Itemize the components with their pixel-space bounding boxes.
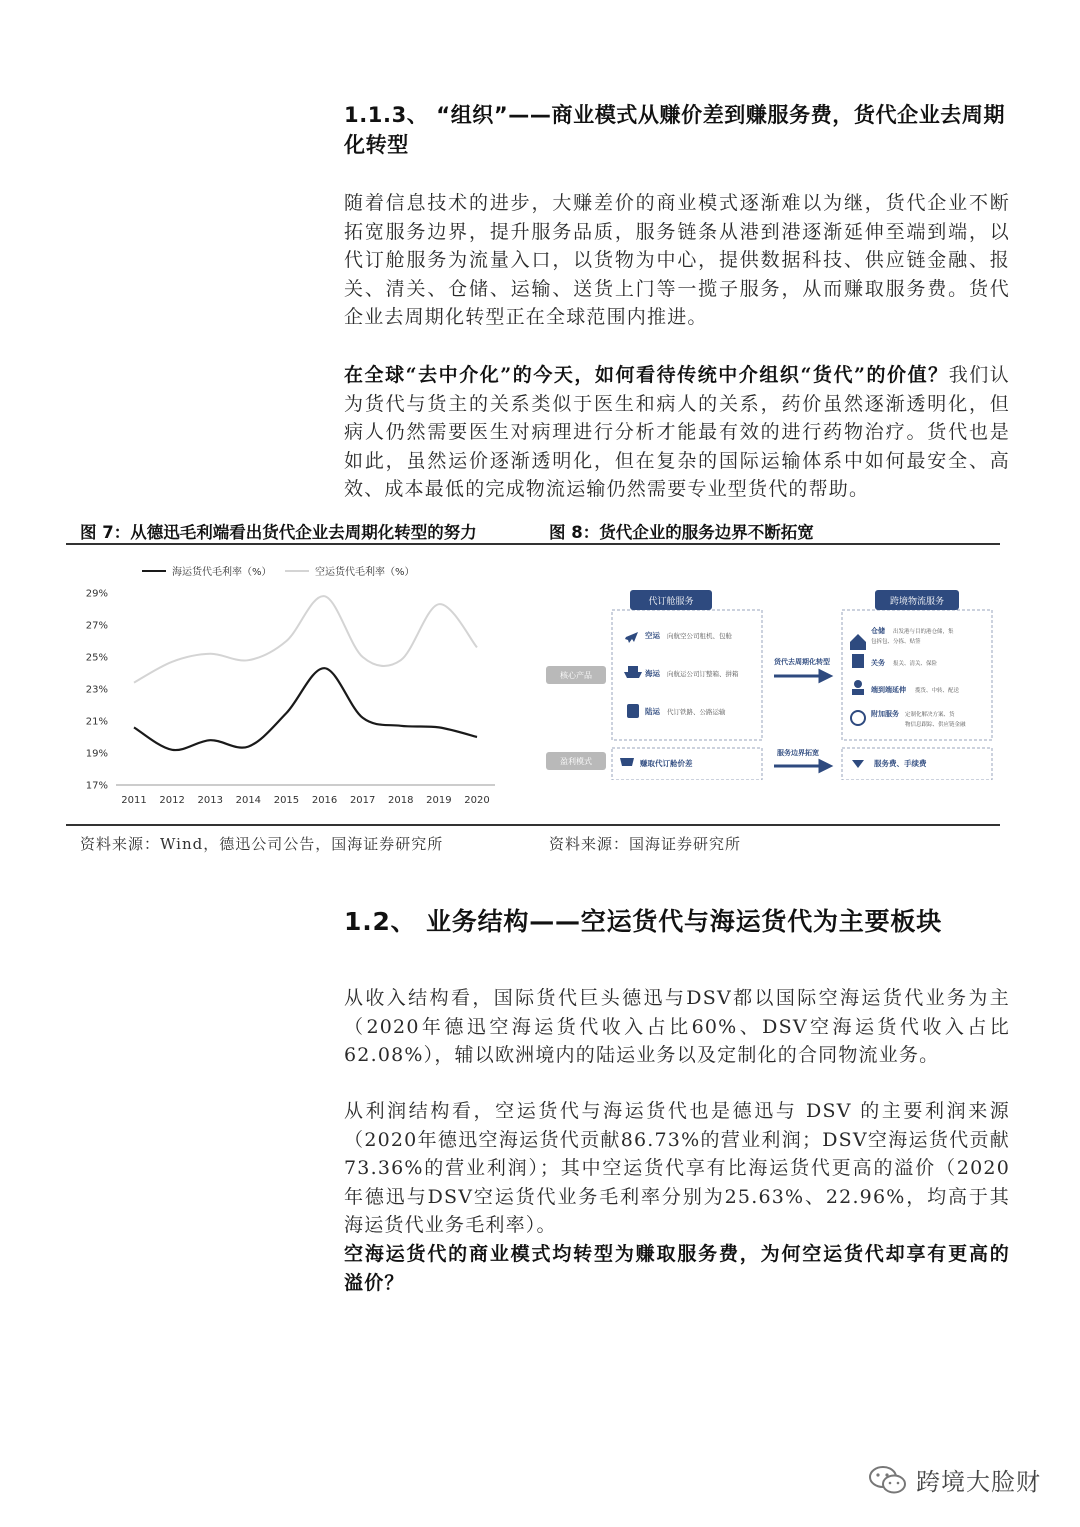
row-label-profit: 盈利模式 xyxy=(560,757,592,766)
money-icon xyxy=(620,758,634,766)
watermark-text: 跨境大脸财 xyxy=(916,1468,1041,1496)
paragraph-service-boundary: 随着信息技术的进步，大赚差价的商业模式逐渐难以为继，货代企业不断拓宽服务边界，提升服务品质，服务链条从港到港逐渐延伸至端到端，以代订舱服务为流量入口，以货物为中心，提供数据科技、供应链金融、报关、清关、仓储、运输、送货上门等一揽子服务，从而赚取服务费。货代企业去周期化转型正在全球范围内推进。 xyxy=(344,192,1010,328)
service-boundary-diagram xyxy=(540,580,1000,780)
wechat-icon xyxy=(868,1464,908,1496)
right-item-customs-label: 关务 xyxy=(871,659,885,667)
gross-margin-line-chart xyxy=(70,556,510,816)
paragraph-question xyxy=(344,1240,1010,1297)
delivery-person-icon xyxy=(854,680,862,688)
figure-top-rule xyxy=(66,543,1000,545)
left-item-land-text: 代订铁路、公路运输 xyxy=(667,708,726,716)
right-item-warehouse-text: 出发港与目的港仓储，集 xyxy=(893,629,954,635)
warehouse-icon xyxy=(850,634,866,650)
left-item-air xyxy=(625,630,733,643)
row-label-core: 核心产品 xyxy=(560,671,592,680)
right-box-title: 跨境物流服务 xyxy=(889,597,945,607)
left-item-air-text: 向航空公司租机、包舱 xyxy=(667,632,732,640)
paragraph-question-bold: 空海运货代的商业模式均转型为赚取服务费，为何空运货代却享有更高的溢价？ xyxy=(344,1243,1010,1294)
y-tick-label: 25% xyxy=(85,652,108,664)
figure8-source: 资料来源：国海证券研究所 xyxy=(549,835,742,853)
left-item-air-label: 空运 xyxy=(645,631,660,640)
right-item-extra-label: 附加服务 xyxy=(871,710,899,718)
y-tick-label: 21% xyxy=(85,716,108,728)
paragraph-profit-structure: 从利润结构看，空运货代与海运货代也是德迅与 DSV 的主要利润来源（2020年德迅空海运货代贡献86.73%的营业利润；DSV空海运货代贡献73.36%的营业利润）；其中空运货代享有比海运货代更高的溢价（2020年德迅与DSV空运货代业务毛利率分别为25.63%、22.96%，均高于其海运货代业务毛利率）。 xyxy=(344,1100,1010,1236)
right-item-end-to-end xyxy=(852,680,960,695)
y-tick-label: 23% xyxy=(85,684,108,696)
right-item-end-to-end-label: 端到端延伸 xyxy=(871,686,906,694)
right-item-warehouse-text-2: 包拆包、分拣、贴签 xyxy=(871,639,921,645)
right-item-warehouse-label: 仓储 xyxy=(871,627,885,635)
arrow-top-label: 货代去周期化转型 xyxy=(774,658,830,666)
y-tick-label: 17% xyxy=(85,780,108,792)
ship-icon xyxy=(624,666,642,678)
figure8-title: 图 8：货代企业的服务边界不断拓宽 xyxy=(549,523,814,542)
wechat-watermark xyxy=(868,1462,1041,1497)
left-item-land xyxy=(627,704,726,718)
legend-label: 海运货代毛利率（%） xyxy=(172,567,272,578)
paragraph-forwarder-value-answer: 我们认为货代与货主的关系类似于医生和病人的关系，药价虽然逐渐透明化，但病人仍然需要医生对病理进行分析才能最有效的进行药物治疗。货代也是如此，虽然运价逐渐透明化，但在复杂的国际运输体系中如何最安全、高效、成本最低的完成物流运输仍然需要专业型货代的帮助。 xyxy=(344,364,1010,500)
x-tick-label: 2019 xyxy=(426,795,452,806)
x-tick-label: 2016 xyxy=(311,795,338,806)
figure7-title: 图 7：从德迅毛利端看出货代企业去周期化转型的努力 xyxy=(80,523,477,542)
right-item-extra-text-2: 物信息跟踪、供应链金融 xyxy=(905,722,966,728)
train-icon xyxy=(627,704,639,718)
x-tick-label: 2014 xyxy=(235,795,262,806)
x-tick-label: 2011 xyxy=(121,795,147,806)
y-tick-label: 27% xyxy=(85,620,108,632)
paragraph-revenue-structure: 从收入结构看，国际货代巨头德迅与DSV都以国际空海运货代业务为主（2020年德迅空海运货代收入占比60%、DSV空海运货代收入占比62.08%），辅以欧洲境内的陆运业务以及定制化的合同物流业务。 xyxy=(344,987,1010,1066)
left-item-sea-label: 海运 xyxy=(645,669,660,678)
right-item-warehouse xyxy=(850,626,954,650)
series-line-sea xyxy=(134,668,477,750)
right-item-customs-text: 报关、清关、保险 xyxy=(893,661,938,667)
legend-label: 空运货代毛利率（%） xyxy=(315,567,415,578)
y-tick-label: 19% xyxy=(85,748,108,760)
paragraph-forwarder-value xyxy=(344,361,1010,504)
section-heading-12: 1.2、 业务结构——空运货代与海运货代为主要板块 xyxy=(344,907,942,936)
expand-arrow xyxy=(774,761,830,771)
delivery-person-body xyxy=(852,689,864,695)
left-item-sea xyxy=(624,666,739,678)
figure7-source: 资料来源：Wind，德迅公司公告，国海证券研究所 xyxy=(80,835,444,853)
y-tick-label: 29% xyxy=(85,588,108,600)
left-box-title: 代订舱服务 xyxy=(648,597,694,607)
series-line-air xyxy=(134,596,477,683)
right-item-extra xyxy=(851,709,966,728)
right-profit-text: 服务费、手续费 xyxy=(874,759,927,768)
globe-icon xyxy=(851,711,865,725)
x-tick-label: 2015 xyxy=(273,795,300,806)
x-tick-label: 2018 xyxy=(388,795,414,806)
x-tick-label: 2020 xyxy=(464,795,490,806)
airplane-icon xyxy=(625,632,638,643)
arrow-bottom-label: 服务边界拓宽 xyxy=(777,749,819,757)
section-heading-113-line1: 1.1.3、 “组织”——商业模式从赚价差到赚服务费，货代企业去周期 xyxy=(344,103,1006,127)
paragraph-forwarder-value-question: 在全球“去中介化”的今天，如何看待传统中介组织“货代”的价值？ xyxy=(344,364,949,386)
right-item-extra-text: 定制化解决方案、货 xyxy=(905,712,955,718)
left-item-land-label: 陆运 xyxy=(645,707,660,716)
x-tick-label: 2013 xyxy=(197,795,223,806)
section-heading-113-line2: 化转型 xyxy=(344,133,409,157)
x-tick-label: 2012 xyxy=(159,795,185,806)
section-heading-113 xyxy=(344,100,1024,160)
figure-bottom-rule xyxy=(66,824,1000,826)
transform-arrow xyxy=(774,671,830,681)
right-item-end-to-end-text: 揽货、中转、配送 xyxy=(915,688,960,694)
diamond-icon xyxy=(852,760,864,768)
x-tick-label: 2017 xyxy=(349,795,376,806)
left-item-sea-text: 向航运公司订整箱、拼箱 xyxy=(667,670,739,678)
left-profit-text: 赚取代订舱价差 xyxy=(640,759,693,768)
document-icon xyxy=(852,654,864,668)
right-item-customs xyxy=(852,654,938,668)
